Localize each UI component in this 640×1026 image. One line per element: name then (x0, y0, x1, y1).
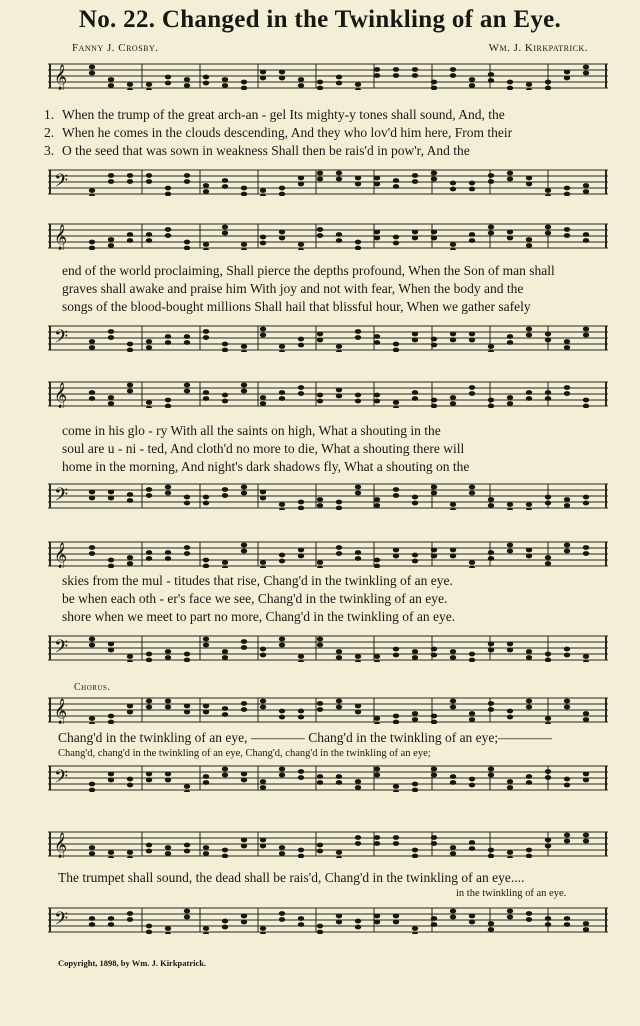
verse-3-line-3: home in the morning, And night's dark shadows fly, What a shouting on the (62, 459, 470, 474)
staff-lines (44, 906, 610, 934)
composer-credit: Wm. J. Kirkpatrick. (488, 42, 588, 54)
treble-staff-system-3 (44, 380, 610, 408)
verse-1-line-4: skies from the mul - titudes that rise, Chang'd in the twinkling of an eye. (62, 573, 453, 588)
hymn-title: No. 22. Changed in the Twinkling of an Eye. (78, 6, 562, 33)
svg-text:𝄞: 𝄞 (54, 833, 68, 858)
staff-lines (44, 324, 610, 352)
chorus-label: Chorus. (74, 682, 111, 693)
staff-lines (44, 482, 610, 510)
copyright-notice: Copyright, 1898, by Wm. J. Kirkpatrick. (58, 958, 207, 968)
staff-lines (44, 540, 610, 568)
treble-staff-system-1 (44, 62, 610, 90)
verse-2-line-2: graves shall awake and praise him With joy and not with fear, When the body and the (62, 281, 524, 296)
verse-1-line-3: come in his glo - ry With all the saints on high, What a shouting in the (62, 423, 441, 438)
chorus-line-1-alt: Chang'd, chang'd in the twinkling of an eye, Chang'd, chang'd in the twinkling of an eye; (58, 748, 431, 759)
bass-staff-system-3 (44, 482, 610, 510)
verse-3-line-2: songs of the blood-bought millions Shall hail that blissful hour, When we gather safely (62, 299, 531, 314)
staff-lines (44, 62, 610, 90)
svg-text:𝄞: 𝄞 (54, 65, 68, 90)
bass-staff-chorus-2 (44, 906, 610, 934)
staff-lines (44, 634, 610, 662)
bass-staff-chorus-1 (44, 764, 610, 792)
svg-text:𝄢: 𝄢 (54, 171, 69, 196)
treble-staff-system-4 (44, 540, 610, 568)
staff-lines (44, 380, 610, 408)
verse-1-line-2: end of the world proclaiming, Shall pierce the depths profound, When the Son of man shall (62, 263, 555, 278)
lyricist-credit: Fanny J. Crosby. (72, 42, 159, 54)
bass-staff-system-1 (44, 168, 610, 196)
bass-staff-system-2 (44, 324, 610, 352)
svg-text:𝄢: 𝄢 (54, 637, 69, 662)
svg-text:𝄢: 𝄢 (54, 767, 69, 792)
staff-lines (44, 830, 610, 858)
staff-lines (44, 696, 610, 724)
svg-text:𝄞: 𝄞 (54, 699, 68, 724)
treble-staff-chorus-1 (44, 696, 610, 724)
chorus-line-2-alt: in the twinkling of an eye. (456, 888, 567, 899)
bass-staff-system-4 (44, 634, 610, 662)
verse-2-line-1: 2. When he comes in the clouds descending, And they who lov'd him here, From their (44, 125, 513, 140)
verse-2-line-4: be when each oth - er's face we see, Chang'd in the twinkling of an eye. (62, 591, 448, 606)
chorus-line-2: The trumpet shall sound, the dead shall be rais'd, Chang'd in the twinkling of an eye.... (58, 870, 525, 885)
verse-2-line-3: soul are u - ni - ted, And cloth'd no more to die, What a shouting there will (62, 441, 465, 456)
svg-text:𝄢: 𝄢 (54, 327, 69, 352)
svg-text:𝄞: 𝄞 (54, 543, 68, 568)
staff-lines (44, 168, 610, 196)
verse-1-line-1: 1. When the trump of the great arch-an - gel Its mighty-y tones shall sound, And, the (44, 107, 505, 122)
treble-staff-system-2 (44, 222, 610, 250)
chorus-line-1: Chang'd in the twinkling of an eye, ———— Chang'd in the twinkling of an eye;———— (58, 730, 553, 745)
svg-text:𝄞: 𝄞 (54, 225, 68, 250)
svg-text:𝄢: 𝄢 (54, 485, 69, 510)
staff-lines (44, 764, 610, 792)
staff-lines (44, 222, 610, 250)
verse-3-line-1: 3. O the seed that was sown in weakness Shall then be rais'd in pow'r, And the (44, 143, 470, 158)
svg-text:𝄢: 𝄢 (54, 909, 69, 934)
svg-text:𝄞: 𝄞 (54, 383, 68, 408)
treble-staff-chorus-2 (44, 830, 610, 858)
verse-3-line-4: shore when we meet to part no more, Chang'd in the twinkling of an eye. (62, 609, 456, 624)
